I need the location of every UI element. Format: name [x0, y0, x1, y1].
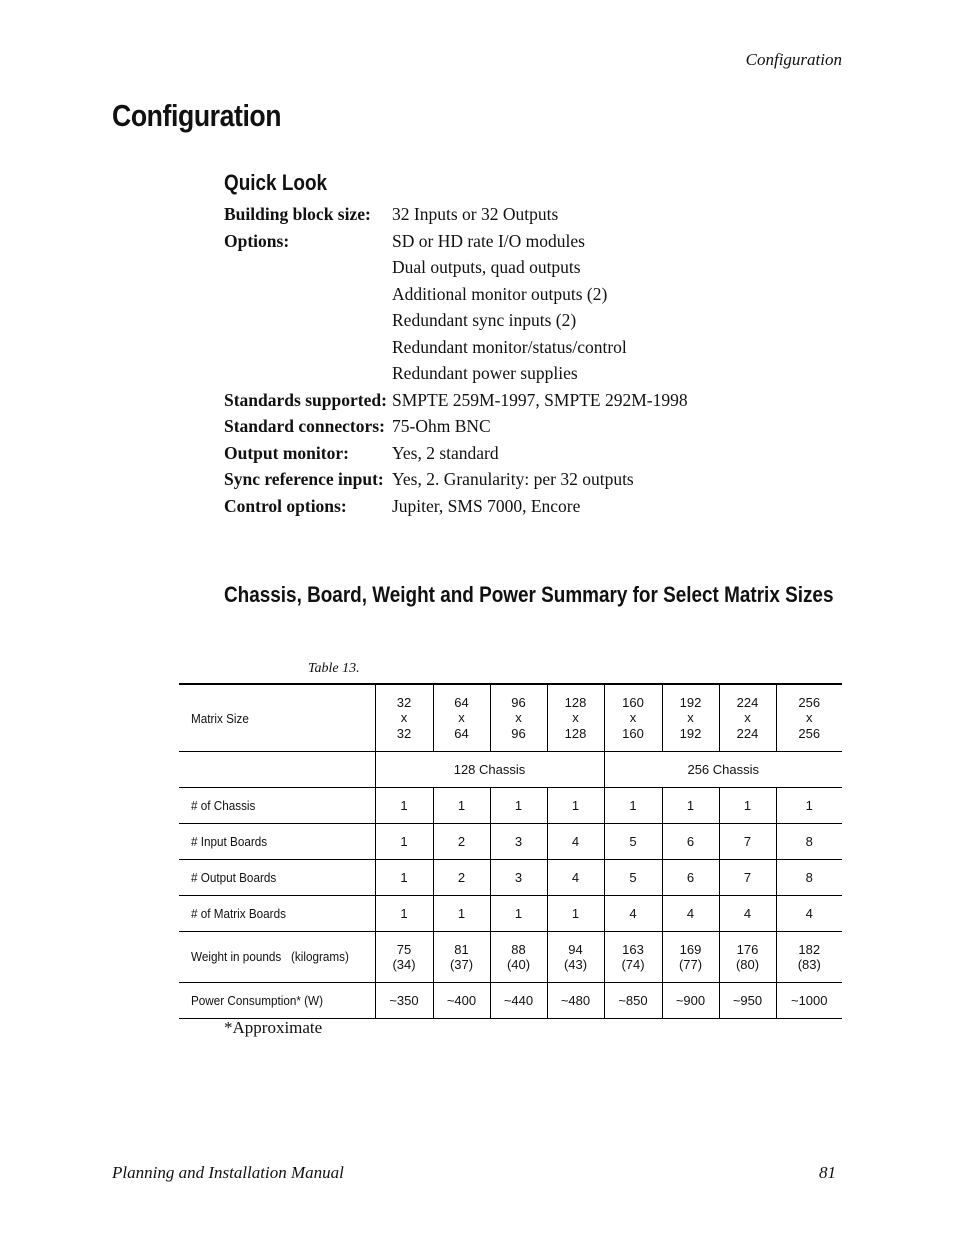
cell-value: 128: [564, 725, 587, 741]
weight-cell: [776, 932, 842, 983]
chassis-group-row: [179, 752, 842, 788]
chassis-group-cell: 256 Chassis: [604, 752, 842, 788]
quick-look-value: Yes, 2 standard: [392, 442, 499, 463]
table-cell: [776, 788, 842, 824]
cell-value: 1: [514, 797, 523, 813]
quick-look-value: Dual outputs, quad outputs: [392, 257, 581, 277]
cell-value: x: [744, 710, 751, 726]
cell-value: 256: [798, 725, 821, 741]
quick-look-list: [224, 201, 844, 519]
cell-value: 4: [629, 905, 637, 921]
table-cell: [719, 788, 776, 824]
row-label-text: Weight in pounds: [191, 949, 282, 965]
quick-look-values: [392, 466, 634, 493]
cell-value: (43): [563, 957, 588, 972]
cell-value: 2: [457, 869, 466, 885]
cell-value: 81: [454, 941, 469, 957]
cell-value: 96: [511, 725, 526, 741]
cell-value: ~480: [560, 992, 591, 1008]
quick-look-value: 75-Ohm BNC: [392, 416, 491, 436]
table-cell: [662, 896, 719, 932]
table-cell: [547, 860, 604, 896]
cell-value: (77): [678, 957, 703, 972]
table-cell: [433, 788, 490, 824]
power-row: [179, 983, 842, 1019]
table-cell: [490, 788, 547, 824]
cell-value: 4: [805, 905, 813, 921]
quick-look-label: Options:: [224, 230, 290, 251]
cell-value: x: [687, 710, 694, 726]
cell-value: x: [458, 710, 465, 726]
quick-look-label: Control options:: [224, 495, 347, 516]
quick-look-label: Building block size:: [224, 204, 371, 224]
cell-value: 4: [686, 905, 695, 921]
table-cell: [433, 860, 490, 896]
cell-value: x: [629, 710, 637, 726]
cell-value: ~850: [618, 992, 648, 1008]
matrix-size-cell: [604, 684, 662, 752]
quick-look-values: [392, 201, 558, 228]
cell-value: 1: [400, 833, 408, 849]
table-cell: [433, 824, 490, 860]
cell-value: 128: [564, 694, 587, 710]
quick-look-value: SMPTE 259M-1997, SMPTE 292M-1998: [392, 389, 688, 410]
cell-value: ~1000: [790, 992, 828, 1008]
quick-look-item: [224, 493, 844, 520]
cell-value: (74): [621, 957, 645, 972]
cell-value: (40): [506, 957, 531, 972]
matrix-size-cell: [662, 684, 719, 752]
quick-look-value: Redundant monitor/status/control: [392, 336, 627, 357]
cell-value: 94: [568, 941, 583, 957]
cell-value: ~900: [675, 992, 706, 1008]
cell-value: 75: [396, 941, 412, 957]
cell-value: 64: [454, 725, 469, 741]
section-title: Chassis, Board, Weight and Power Summary for Select Matrix Sizes: [224, 582, 834, 607]
cell-value: 88: [511, 941, 526, 957]
cell-value: ~350: [389, 992, 419, 1008]
power-cell: [719, 983, 776, 1019]
table-cell: [776, 860, 842, 896]
quick-look-label: Standards supported:: [224, 389, 387, 410]
table-cell: [375, 896, 433, 932]
row-label-text: Power Consumption* (W): [191, 993, 323, 1008]
weight-cell: [490, 932, 547, 983]
cell-value: 32: [396, 725, 412, 741]
row-label-text: # Input Boards: [191, 834, 268, 849]
cell-value: 8: [805, 833, 813, 849]
table-cell: [375, 788, 433, 824]
cell-value: 3: [514, 869, 523, 885]
cell-value: 1: [400, 869, 408, 885]
cell-value: (83): [797, 957, 821, 972]
quick-look-heading: Quick Look: [224, 170, 328, 195]
table-cell: [547, 896, 604, 932]
quick-look-values: [392, 228, 627, 387]
power-cell: [662, 983, 719, 1019]
cell-value: x: [515, 710, 522, 726]
row-label: [179, 860, 375, 896]
quick-look-values: [392, 413, 491, 440]
cell-value: 4: [743, 905, 752, 921]
row-label-text: (kilograms): [291, 949, 350, 965]
weight-cell: [433, 932, 490, 983]
cell-value: 1: [743, 797, 752, 813]
table-row: [179, 860, 842, 896]
cell-value: 1: [805, 797, 813, 813]
quick-look-value: SD or HD rate I/O modules: [392, 230, 585, 251]
cell-value: 160: [622, 694, 644, 710]
quick-look-values: [392, 387, 688, 414]
blank-cell: [179, 752, 375, 788]
table-cell: [719, 860, 776, 896]
quick-look-value: Redundant sync inputs (2): [392, 310, 577, 330]
cell-value: 2: [457, 833, 466, 849]
quick-look-value: Jupiter, SMS 7000, Encore: [392, 495, 581, 516]
cell-value: 224: [736, 694, 759, 710]
table-footnote: *Approximate: [224, 1018, 323, 1037]
table-row: [179, 824, 842, 860]
cell-value: 64: [454, 694, 469, 710]
quick-look-values: [392, 440, 499, 467]
cell-value: 192: [679, 725, 702, 741]
cell-value: 169: [679, 941, 702, 957]
cell-value: x: [400, 710, 408, 726]
cell-value: 1: [400, 905, 408, 921]
quick-look-label: Sync reference input:: [224, 469, 384, 489]
quick-look-value: Redundant power supplies: [392, 363, 578, 383]
table-cell: [604, 824, 662, 860]
table-cell: [662, 788, 719, 824]
weight-row: [179, 932, 842, 983]
matrix-size-cell: [433, 684, 490, 752]
power-cell: [433, 983, 490, 1019]
cell-value: 1: [400, 797, 408, 813]
matrix-size-cell: [490, 684, 547, 752]
cell-value: x: [572, 710, 579, 726]
cell-value: 6: [686, 833, 695, 849]
cell-value: 7: [743, 833, 752, 849]
row-label-text: Matrix Size: [191, 710, 249, 726]
weight-cell: [662, 932, 719, 983]
table-cell: [776, 824, 842, 860]
quick-look-value: Yes, 2. Granularity: per 32 outputs: [392, 469, 634, 489]
quick-look-value: Additional monitor outputs (2): [392, 283, 608, 304]
table-cell: [719, 824, 776, 860]
row-label-text: # of Matrix Boards: [191, 906, 286, 921]
row-label: [179, 896, 375, 932]
cell-value: ~400: [446, 992, 477, 1008]
table-cell: [662, 824, 719, 860]
cell-value: 8: [805, 869, 813, 885]
weight-label: [179, 932, 375, 983]
matrix-size-cell: [375, 684, 433, 752]
table-cell: [547, 824, 604, 860]
table-cell: [604, 860, 662, 896]
cell-value: 182: [798, 941, 821, 957]
matrix-size-label: [179, 684, 375, 752]
table-cell: [490, 824, 547, 860]
cell-value: (34): [392, 957, 416, 972]
cell-value: x: [806, 710, 813, 726]
row-label: [179, 788, 375, 824]
cell-value: 6: [686, 869, 695, 885]
cell-value: 160: [622, 725, 644, 741]
cell-value: 1: [571, 905, 580, 921]
power-cell: [604, 983, 662, 1019]
cell-value: 176: [736, 941, 759, 957]
weight-cell: [547, 932, 604, 983]
quick-look-item: [224, 440, 844, 467]
quick-look-item: [224, 466, 844, 493]
quick-look-value: 32 Inputs or 32 Outputs: [392, 204, 559, 224]
matrix-size-cell: [719, 684, 776, 752]
table-cell: [490, 896, 547, 932]
table-cell: [604, 788, 662, 824]
table-cell: [490, 860, 547, 896]
cell-value: (80): [735, 957, 760, 972]
quick-look-label: Standard connectors:: [224, 416, 385, 436]
table-caption: Table 13.: [308, 661, 360, 676]
table-cell: [375, 824, 433, 860]
cell-value: 1: [457, 905, 466, 921]
quick-look-label: Output monitor:: [224, 442, 349, 463]
cell-value: 1: [686, 797, 695, 813]
cell-value: 5: [629, 833, 637, 849]
table-row: [179, 788, 842, 824]
table-cell: [776, 896, 842, 932]
quick-look-item: [224, 413, 844, 440]
running-header: Configuration: [745, 50, 842, 69]
page-number: 81: [819, 1163, 836, 1182]
power-cell: [547, 983, 604, 1019]
cell-value: ~950: [732, 992, 763, 1008]
cell-value: 1: [514, 905, 523, 921]
cell-value: 96: [511, 694, 526, 710]
cell-value: 4: [571, 869, 580, 885]
page-title: Configuration: [112, 98, 282, 133]
table-cell: [547, 788, 604, 824]
cell-value: 1: [571, 797, 580, 813]
weight-cell: [604, 932, 662, 983]
cell-value: 7: [743, 869, 752, 885]
table-cell: [433, 896, 490, 932]
row-label-text: # of Chassis: [191, 798, 256, 813]
cell-value: (37): [449, 957, 474, 972]
cell-value: 32: [396, 694, 412, 710]
power-cell: [490, 983, 547, 1019]
cell-value: 163: [622, 941, 644, 957]
table-cell: [662, 860, 719, 896]
quick-look-values: [392, 493, 580, 520]
quick-look-item: [224, 201, 844, 228]
cell-value: 1: [629, 797, 637, 813]
cell-value: 224: [736, 725, 759, 741]
chassis-group-cell: 128 Chassis: [375, 752, 604, 788]
cell-value: 5: [629, 869, 637, 885]
cell-value: 4: [571, 833, 580, 849]
summary-table: [179, 683, 842, 1019]
table-cell: [604, 896, 662, 932]
row-label-text: # Output Boards: [191, 870, 277, 885]
table-cell: [719, 896, 776, 932]
table-cell: [375, 860, 433, 896]
table-header-row: [179, 684, 842, 752]
power-label: [179, 983, 375, 1019]
matrix-size-cell: [776, 684, 842, 752]
cell-value: 1: [457, 797, 466, 813]
weight-cell: [719, 932, 776, 983]
weight-cell: [375, 932, 433, 983]
cell-value: ~440: [503, 992, 534, 1008]
matrix-size-cell: [547, 684, 604, 752]
quick-look-item: [224, 387, 844, 414]
cell-value: 192: [679, 694, 702, 710]
power-cell: [375, 983, 433, 1019]
power-cell: [776, 983, 842, 1019]
cell-value: 3: [514, 833, 523, 849]
footer-manual-title: Planning and Installation Manual: [112, 1163, 344, 1182]
quick-look-item: [224, 228, 844, 387]
row-label: [179, 824, 375, 860]
table-row: [179, 896, 842, 932]
cell-value: 256: [798, 694, 821, 710]
